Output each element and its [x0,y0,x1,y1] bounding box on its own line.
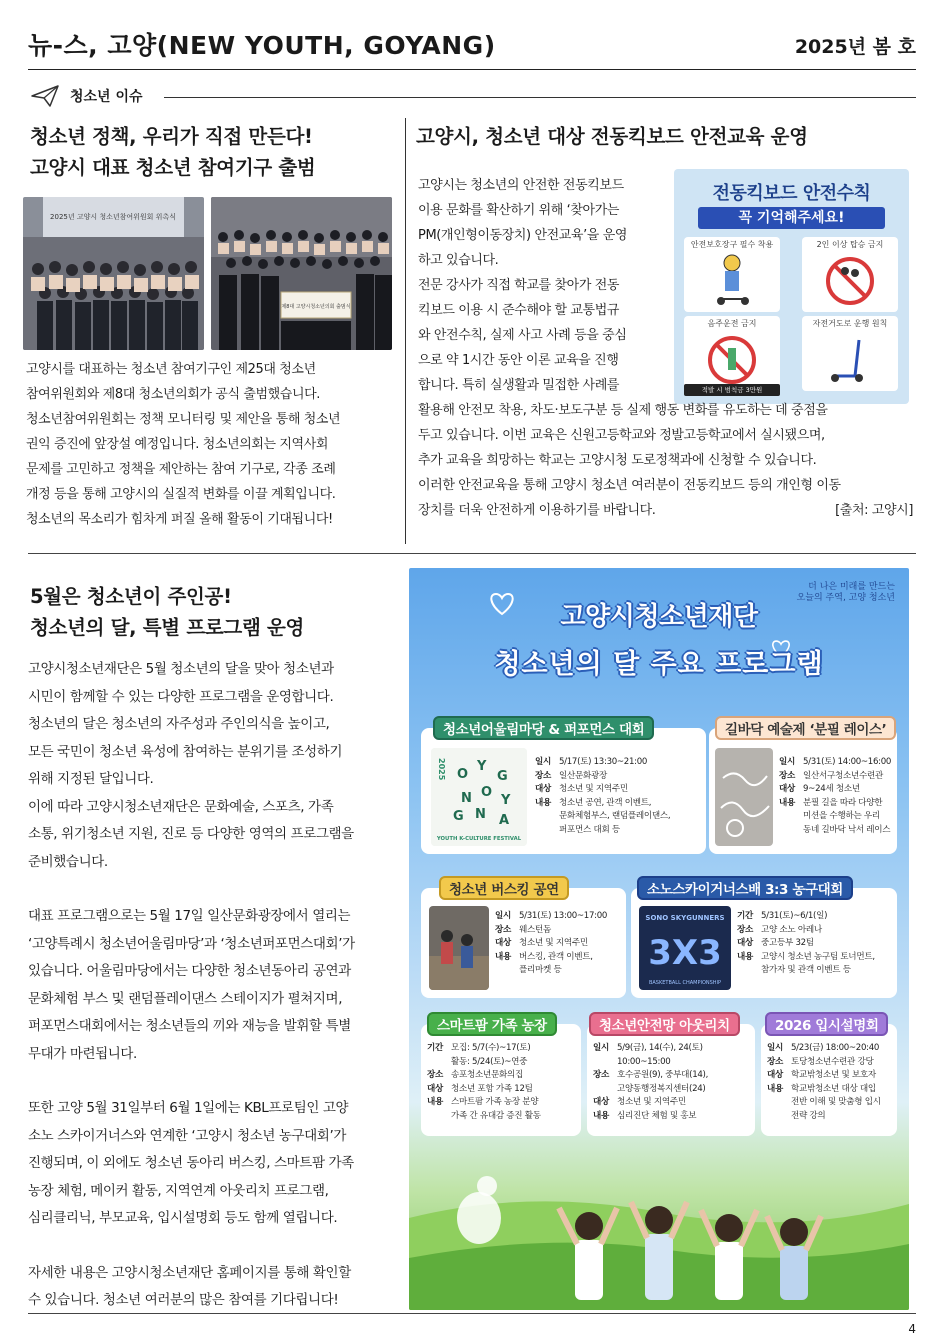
program-tag-outreach: 청소년안전망 아웃리치 [589,1012,740,1036]
chalk-race-thumb [715,748,773,846]
smartfarm-info: 기간 모집: 5/7(수)~17(토) 활동: 5/24(토)~연중 장소 송포청소년문화의집 대상 청소년 포함 가족 12팀 내용 스마트팜 가족 농장 분양 가족 간 유대감 증진 활동 [427,1043,541,1121]
busking-thumb [429,906,489,990]
section-header [30,84,155,108]
column-divider [405,118,406,544]
program-tag-chalk-race: 길바닥 예술제 ‘분필 레이스’ [715,716,896,740]
svg-text:O: O [457,767,469,782]
svg-text:YOUTH K-CULTURE FESTIVAL: YOUTH K-CULTURE FESTIVAL [436,836,522,842]
svg-text:O: O [481,785,493,800]
outreach-info: 일시 5/9(금), 14(수), 24(토) 10:00~15:00 장소 호수공원(9), 중부대(14), 고양동행정복지센터(24) 대상 청소년 및 지역주민 내용 심리진단 체험 및 홍보 [593,1043,709,1121]
svg-text:A: A [499,813,510,828]
photo1-banner-text: 2025년 고양시 청소년참여위원회 위촉식 [50,213,176,221]
kickboard-poster-fine-strip: 적발 시 범칙금 3만원 [684,384,780,396]
program-card-chalk-race [709,728,897,854]
article2-body-wide: 활용해 안전모 착용, 차도·보도구분 등 실제 행동 변화를 유도하는 데 중점을 두고 있습니다. 이번 교육은 신원고등학교와 정발고등학교에서 실시됐으며, 추가 교육을 희망하는 학교는 고양시청 도로정책과에 신청할 수 있습니다. 이러한 안전교육을 통해 고양시 청소년 여러분이 전동킥보드 등의 개인형 이동 장치를 더욱 안전하게 이용하기를 바랍니다. [출처: 고양시] [418,398,913,523]
svg-text:BASKETBALL CHAMPIONSHIP: BASKETBALL CHAMPIONSHIP [648,980,722,986]
no-double-ride-icon [825,251,875,307]
kickboard-poster-title: 전동킥보드 안전수칙 [712,183,871,204]
article1-body: 고양시를 대표하는 청소년 참여기구인 제25대 청소년 참여위원회와 제8대 청소년의회가 공식 출범했습니다. 청소년참여위원회는 정책 모니터링 및 제안을 통해 청소년 권익 증진에 앞장설 예정입니다. 청소년의회는 지역사회 문제를 고민하고 정책을 제안하는 참여 기구로, 각종 조례 개정 등을 통해 고양시의 실질적 변화를 이끌 계획입니다. 청소년의 목소리가 힘차게 퍼질 올해 활동이 기대됩니다! [26,362,341,527]
page-number: 4 [908,1322,916,1336]
festival-thumb [431,748,527,846]
article3-body: 고양시청소년재단은 5월 청소년의 달을 맞아 청소년과 시민이 함께할 수 있는 다양한 프로그램을 운영합니다. 청소년의 달은 청소년의 자주성과 주인의식을 높이고, 모든 국민이 청소년 육성에 참여하는 분위기를 조성하기 위해 지정된 달입니다. 이에 따라 고양시청소년재단은 문화예술, 스포츠, 가족 소통, 위기청소년 지원, 진로 등 다양한 영역의 프로그램을 준비했습니다. 대표 프로그램으로는 5월 17일 일산문화광장에서 열리는 ‘고양특례시 청소년어울림마당’과 ‘청소년퍼포먼스대회’가 있습니다. 어울림마당에서는 다양한 청소년동아리 공연과 문화체험 부스 및 랜덤플레이댄스 스테이지가 펼쳐지며, 퍼포먼스대회에서는 청소년들의 끼와 재능을 발휘할 특별 무대가 마련됩니다. 또한 고양 5월 31일부터 6월 1일에는 KBL프로팀인 고양 소노 스카이거너스와 연계한 ‘고양시 청소년 농구대회’가 진행되며, 이 외에도 청소년 동아리 버스킹, 스마트팜 가족 농장 체험, 메이커 활동, 지역연계 아웃리치 프로그램, 심리클리닉, 부모교육, 입시설명회 등도 함께 열립니다. 자세한 내용은 고양시청소년재단 홈페이지를 통해 확인할 수 있습니다. 청소년 여러분의 많은 참여를 기다립니다! [28,661,355,1308]
program-tag-basketball: 소노스카이거너스배 3:3 농구대회 [637,876,853,900]
svg-text:G: G [453,809,464,824]
program-card-outreach [587,1024,755,1136]
youth-month-poster [409,568,909,1310]
svg-text:SONO SKYGUNNERS: SONO SKYGUNNERS [645,914,725,922]
article1-headline: 청소년 정책, 우리가 직접 만든다! 고양시 대표 청소년 참여기구 출범 [30,125,316,179]
poster-title-foundation: 고양시청소년재단 [560,602,758,632]
svg-text:G: G [497,769,508,784]
section-label: 청소년 이슈 [70,89,143,105]
poster-brand: 더 나은 미래를 만드는 오늘의 주역, 고양 청소년 [796,582,895,603]
no-drunk-driving-icon [707,330,757,386]
poster-title-program: 청소년의 달 주요 프로그램 [494,649,824,680]
safety-cell-two-riders: 2인 이상 탑승 금지 [802,237,898,312]
kickboard-safety-poster [674,169,909,404]
masthead-divider [28,69,916,70]
paper-plane-icon [30,84,60,108]
svg-text:N: N [461,791,472,806]
row-divider [28,553,916,554]
program-card-basketball [631,888,897,998]
issue-label: 2025년 봄 호 [794,36,916,58]
program-card-festival [421,728,706,854]
section-rule [164,97,916,98]
svg-text:N: N [475,807,486,822]
program-card-busking [421,888,626,998]
svg-text:Y: Y [477,759,487,774]
photo2-banner-text: 제8대 고양시청소년의회 출범식 [281,304,351,310]
svg-text:Y: Y [501,793,511,808]
article3-headline: 5월은 청소년이 주인공! 청소년의 달, 특별 프로그램 운영 [30,585,305,639]
kickboard-icon [825,330,875,386]
article1-photo-left [23,197,204,350]
helmet-rider-icon [707,251,757,307]
article2-headline: 고양시, 청소년 대상 전동킥보드 안전교육 운영 [416,125,808,148]
busking-info: 일시 5/31(토) 13:00~17:00 장소 웨스턴돔 대상 청소년 및 지역주민 내용 버스킹, 관객 이벤트, 플리마켓 등 [495,911,608,975]
program-tag-busking: 청소년 버스킹 공연 [439,876,569,900]
safety-cell-no-drunk: 음주운전 금지 [684,316,780,391]
program-card-smartfarm [421,1024,581,1136]
program-card-admission [761,1024,897,1136]
basketball-info: 기간 5/31(토)~6/1(일) 장소 고양 소노 아레나 대상 중고등부 32팀 내용 고양시 청소년 농구팀 토너먼트, 참가자 및 관객 이벤트 등 [737,911,875,975]
basketball-thumb [639,906,731,990]
program-tag-admission: 2026 입시설명회 [765,1012,888,1036]
svg-text:3X3: 3X3 [648,933,722,973]
svg-text:2025: 2025 [437,758,446,781]
article2-body-narrow: 고양시는 청소년의 안전한 전동킥보드 이용 문화를 확산하기 위해 ‘찾아가는 PM(개인형이동장치) 안전교육’을 운영 하고 있습니다. 전문 강사가 직접 학교를 찾아가 전동 킥보드 이용 시 준수해야 할 교통법규 와 안전수칙, 실제 사고 사례 등을 중심 으로 약 1시간 동안 이론 교육을 진행 합니다. 특히 실생활과 밀접한 사례를 [418,178,628,393]
safety-cell-bike-lane: 자전거도로 운행 원칙 [802,316,898,391]
article1-photo-right [211,197,392,350]
program-tag-festival: 청소년어울림마당 & 퍼포먼스 대회 [433,716,654,740]
admission-info: 일시 5/23(금) 18:00~20:40 장소 토당청소년수련관 강당 대상 학교밖청소년 및 보호자 내용 학교밖청소년 대상 대입 전반 이해 및 맞춤형 입시 전략 강의 [767,1043,881,1121]
kickboard-poster-subtitle: 꼭 기억해주세요! [698,207,885,229]
safety-cell-helmet: 안전보호장구 필수 착용 [684,237,780,312]
chalk-race-info: 일시 5/31(토) 14:00~16:00 장소 일산서구청소년수련관 대상 9~24세 청소년 내용 분필 길을 따라 다양한 미션을 수행하는 우리 동네 길바닥 낙서 레이스 [779,757,892,835]
footer-divider [28,1313,916,1314]
students-illustration [409,1148,909,1310]
festival-info: 일시 5/17(토) 13:30~21:00 장소 일산문화광장 대상 청소년 및 지역주민 내용 청소년 공연, 관객 이벤트, 문화체험부스, 랜덤플레이댄스, 퍼포먼스 대회 등 [535,757,671,835]
article2-source: [출처: 고양시] [835,503,913,518]
program-tag-smartfarm: 스마트팜 가족 농장 [427,1012,557,1036]
masthead-title: 뉴-스, 고양(NEW YOUTH, GOYANG) [28,31,496,60]
